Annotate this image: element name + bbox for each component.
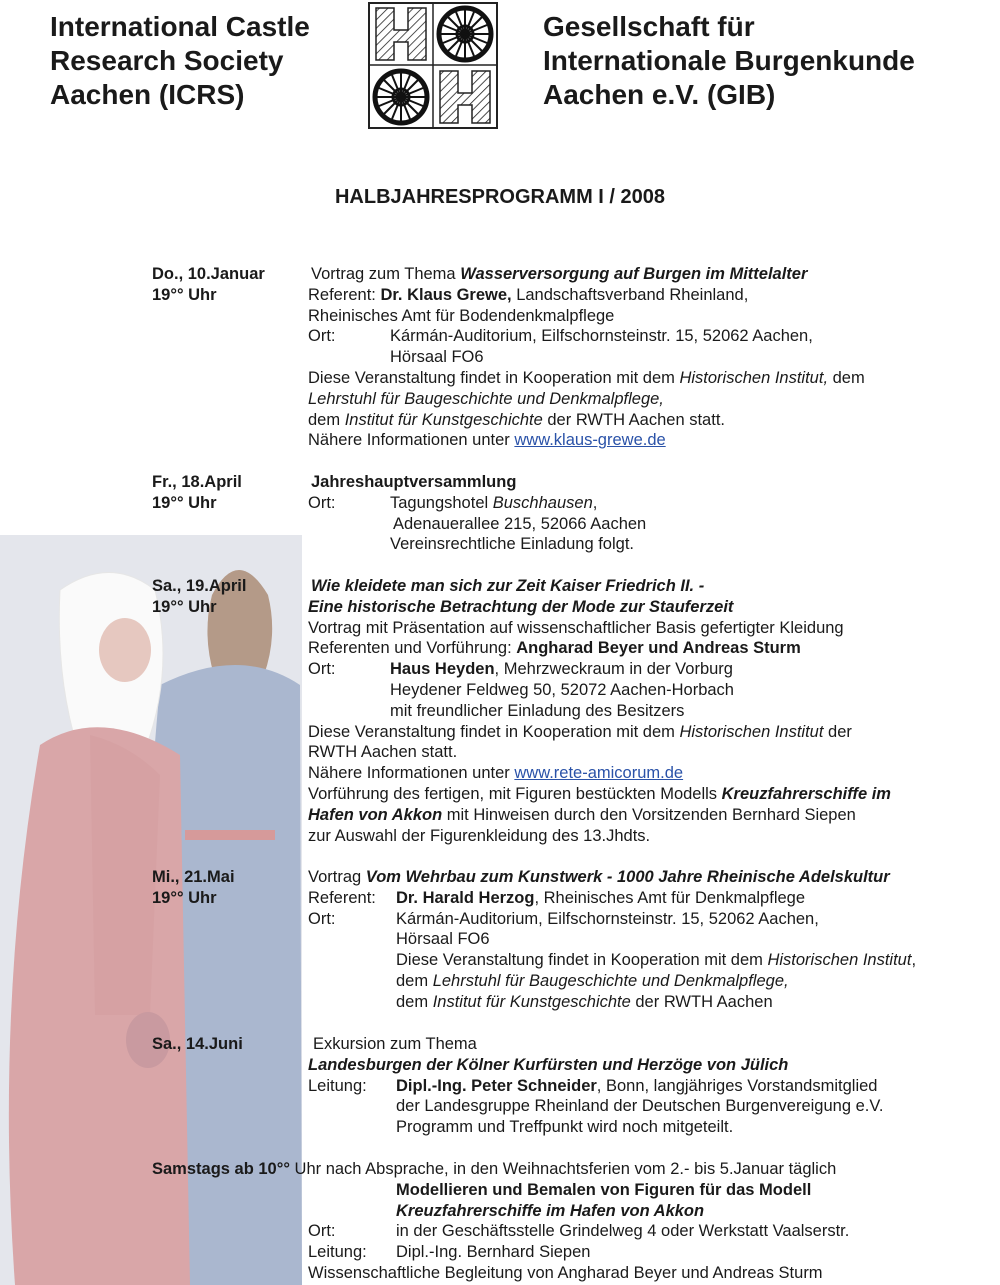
text-run: Referenten und Vorführung: — [308, 639, 517, 658]
text-run: Vortrag mit Präsentation auf wissenschaftlicher Basis gefertigter Kleidung — [308, 618, 844, 637]
text-run: Landschaftsverband Rheinland, — [511, 285, 749, 304]
text-run: , — [911, 951, 917, 970]
text-run: , Rheinisches Amt für Denkmalpflege — [534, 888, 806, 907]
text-run: Vortrag zum Thema — [311, 265, 461, 283]
text-run: Haus Heyden — [390, 660, 495, 679]
text-run: , Bonn, langjähriges Vorstandsmitglied — [596, 1076, 878, 1095]
text-run: Hörsaal FO6 — [390, 348, 484, 367]
text-run: Exkursion zum Thema — [313, 1035, 477, 1053]
text-run: Lehrstuhl für Baugeschichte und Denkmalpflege, — [432, 972, 789, 990]
event-line — [308, 368, 865, 388]
org-name-line: Internationale Burgenkunde — [543, 45, 915, 76]
event-line — [396, 1180, 811, 1200]
text-run: Wasserversorgung auf Burgen im Mittelalter — [460, 265, 808, 283]
text-run: Samstags ab 10°° — [152, 1160, 290, 1178]
text-run: Nähere Informationen unter — [308, 431, 515, 450]
text-run: dem — [396, 992, 433, 1011]
event-line — [308, 306, 614, 326]
text-run: dem — [396, 972, 433, 990]
event-line — [308, 742, 457, 762]
event-line-value — [396, 888, 805, 908]
text-run: Ort: — [308, 909, 336, 928]
text-run: der — [823, 722, 852, 741]
text-run: Kreuzfahrerschiffe im — [721, 785, 891, 803]
text-run: Wie kleidete man sich zur Zeit Kaiser Friedrich II. - — [311, 577, 705, 595]
event-line — [308, 1221, 336, 1241]
event-line — [308, 722, 852, 742]
text-run: Dipl.-Ing. Peter Schneider — [396, 1076, 597, 1095]
text-run: in der Geschäftsstelle Grindelweg 4 oder Werkstatt Vaalserstr. — [396, 1222, 850, 1241]
text-run: Dr. Klaus Grewe, — [380, 285, 512, 304]
org-name-german — [543, 10, 915, 112]
event-line-value — [390, 659, 733, 679]
event-line-value — [396, 1242, 590, 1262]
document-title: HALBJAHRESPROGRAMM I / 2008 — [334, 186, 666, 208]
text-run: , — [592, 493, 598, 512]
text-run: Referent: — [308, 285, 381, 304]
text-run: Adenauerallee 215, 52066 Aachen — [393, 514, 647, 533]
info-link[interactable]: www.klaus-grewe.de — [514, 431, 666, 450]
event-date: Sa., 19.April — [152, 577, 247, 595]
org-name-line: International Castle — [50, 11, 310, 42]
event-line — [308, 389, 664, 409]
event-line — [308, 285, 748, 305]
text-run: Wissenschaftliche Begleitung von Angharad Beyer und Andreas Sturm — [308, 1264, 823, 1282]
event-line — [396, 1096, 883, 1116]
event-line — [308, 638, 801, 658]
text-run: der RWTH Aachen statt. — [542, 410, 725, 429]
text-run: Leitung: — [308, 1076, 367, 1095]
org-name-english — [50, 10, 310, 112]
text-run: Lehrstuhl für Baugeschichte und Denkmalpflege, — [308, 389, 664, 408]
text-run: Ort: — [308, 1222, 336, 1241]
event-line — [308, 618, 844, 638]
event-date: Mi., 21.Mai — [152, 868, 235, 886]
text-run: Uhr nach Absprache, in den Weihnachtsferien vom 2.- bis 5.Januar täglich — [289, 1160, 837, 1178]
text-run: Buschhausen — [492, 493, 593, 512]
event-line — [390, 534, 634, 554]
text-run: Diese Veranstaltung findet in Kooperation mit dem — [308, 369, 680, 387]
event-line — [308, 659, 336, 679]
event-date: Do., 10.Januar — [152, 265, 265, 283]
event-time: 19°° Uhr — [152, 285, 217, 304]
text-run: dem — [828, 369, 865, 387]
event-line — [393, 514, 646, 534]
text-run: der Landesgruppe Rheinland der Deutschen Burgenvereigung e.V. — [396, 1097, 884, 1116]
text-run: Institut für Kunstgeschichte — [432, 992, 631, 1011]
text-run: Historischen Institut, — [679, 369, 829, 387]
event-line — [308, 763, 683, 783]
event-line — [396, 950, 916, 970]
text-run: Vortrag — [308, 868, 366, 886]
text-run: Nähere Informationen unter — [308, 764, 515, 783]
event-time: 19°° Uhr — [152, 493, 217, 512]
event-line — [396, 1201, 704, 1221]
event-line — [390, 680, 734, 700]
event-line — [308, 1076, 367, 1096]
text-run: RWTH Aachen statt. — [308, 743, 458, 762]
org-name-line: Research Society — [50, 45, 284, 76]
event-time: 19°° Uhr — [152, 888, 217, 907]
event-line — [308, 1055, 788, 1075]
text-run: Dr. Harald Herzog — [396, 888, 535, 907]
event-line — [308, 805, 856, 825]
event-line — [308, 410, 725, 430]
event-line — [152, 1159, 836, 1179]
event-line — [311, 264, 807, 284]
event-line — [396, 929, 490, 949]
info-link[interactable]: www.rete-amicorum.de — [514, 764, 684, 783]
org-name-line: Aachen (ICRS) — [50, 79, 245, 110]
text-run: Hörsaal FO6 — [396, 930, 490, 949]
text-run: Vorführung des fertigen, mit Figuren bestückten Modells — [308, 785, 722, 803]
org-name-line: Gesellschaft für — [543, 11, 755, 42]
text-run: Vom Wehrbau zum Kunstwerk - 1000 Jahre Rheinische Adelskultur — [365, 868, 890, 886]
event-line — [390, 347, 484, 367]
text-run: Institut für Kunstgeschichte — [344, 410, 543, 429]
event-line — [308, 597, 733, 617]
event-line — [308, 867, 890, 887]
event-time: 19°° Uhr — [152, 597, 217, 616]
text-run: zur Auswahl der Figurenkleidung des 13.Jhdts. — [308, 826, 651, 845]
text-run: dem — [308, 410, 345, 429]
text-run: Hafen von Akkon — [308, 805, 443, 824]
text-run: Ort: — [308, 493, 336, 512]
event-line — [308, 909, 336, 929]
event-line — [311, 576, 704, 596]
text-run: Kármán-Auditorium, Eilfschornsteinstr. 15, 52062 Aachen, — [390, 327, 813, 346]
event-line-value — [396, 1221, 849, 1241]
text-run: mit Hinweisen durch den Vorsitzenden Bernhard Siepen — [442, 805, 856, 824]
event-line — [308, 784, 891, 804]
text-run: Heydener Feldweg 50, 52072 Aachen-Horbach — [390, 681, 734, 699]
event-date: Fr., 18.April — [152, 473, 242, 491]
event-line — [308, 326, 336, 346]
text-run: Diese Veranstaltung findet in Kooperation mit dem — [396, 951, 768, 970]
text-run: Ort: — [308, 660, 336, 679]
event-date: Sa., 14.Juni — [152, 1035, 243, 1053]
event-line — [308, 1242, 367, 1262]
event-line — [311, 472, 516, 492]
text-run: Diese Veranstaltung findet in Kooperation mit dem — [308, 722, 680, 741]
text-run: Historischen Institut — [767, 951, 912, 970]
event-line — [308, 826, 650, 846]
event-line — [396, 992, 773, 1012]
event-line — [396, 1117, 733, 1137]
text-run: Leitung: — [308, 1243, 367, 1262]
society-logo-icon — [368, 2, 498, 129]
event-line-value — [396, 909, 819, 929]
text-run: mit freundlicher Einladung des Besitzers — [390, 701, 685, 720]
event-line — [308, 493, 336, 513]
event-line — [396, 971, 789, 991]
event-line — [308, 1263, 823, 1283]
text-run: Tagungshotel — [390, 493, 493, 512]
text-run: , Mehrzweckraum in der Vorburg — [494, 660, 733, 679]
text-run: der RWTH Aachen — [630, 992, 773, 1011]
text-run: Eine historische Betrachtung der Mode zur Stauferzeit — [308, 597, 734, 616]
event-line — [308, 888, 376, 908]
text-run: Referent: — [308, 888, 376, 907]
text-run: Kreuzfahrerschiffe im Hafen von Akkon — [396, 1201, 705, 1220]
text-run: Vereinsrechtliche Einladung folgt. — [390, 535, 634, 554]
text-run: Jahreshauptversammlung — [311, 473, 517, 491]
org-name-line: Aachen e.V. (GIB) — [543, 79, 776, 110]
text-run: Kármán-Auditorium, Eilfschornsteinstr. 15, 52062 Aachen, — [396, 909, 819, 928]
text-run: Ort: — [308, 327, 336, 346]
text-run: Programm und Treffpunkt wird noch mitgeteilt. — [396, 1118, 734, 1137]
event-line — [313, 1034, 477, 1054]
text-run: Dipl.-Ing. Bernhard Siepen — [396, 1243, 591, 1262]
text-run: Rheinisches Amt für Bodendenkmalpflege — [308, 306, 615, 325]
event-line-value — [390, 493, 597, 513]
event-line-value — [390, 326, 813, 346]
event-line — [308, 430, 666, 450]
text-run: Modellieren und Bemalen von Figuren für das Modell — [396, 1180, 812, 1199]
event-line-value — [396, 1076, 877, 1096]
text-run: Angharad Beyer und Andreas Sturm — [516, 639, 801, 658]
event-line — [390, 701, 684, 721]
text-run: Landesburgen der Kölner Kurfürsten und Herzöge von Jülich — [308, 1055, 789, 1074]
text-run: Historischen Institut — [679, 722, 824, 741]
